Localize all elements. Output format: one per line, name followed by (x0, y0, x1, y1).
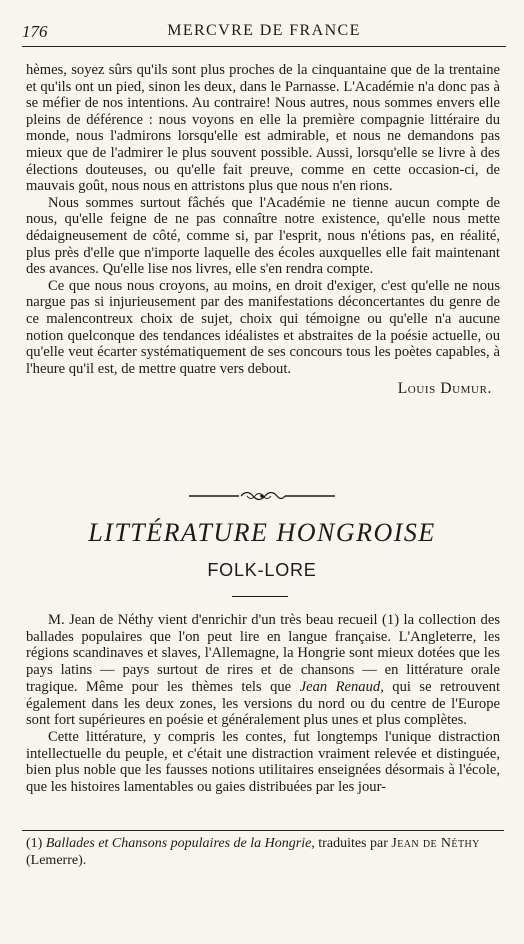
footnote-book-title: Ballades et Chansons populaires de la Hongrie (45, 836, 312, 851)
paragraph: Ce que nous nous croyons, au moins, en droit d'exiger, c'est qu'elle ne nous nargue pas si injurieusement par des manifestations déconcertantes du genre de ce malencontreux choix de sujet, choix qui témoigne ou qu'elle n'a aucune notion quelconque des tendances idéalistes et abstraites de la poésie actuelle, ou qu'elle veut écarter systématiquement de ses concours tous les poètes capables, à l'heure qu'il est, de mettre quatre vers debout. (26, 277, 500, 377)
paragraph-text: , qui se retrouvent également dans les deux zones, les versions du nord ou du centre de l'Europe sont fort supérieures en poésie et généralement plus unes et plus complètes. (26, 678, 501, 729)
footnote (26, 836, 498, 869)
page-number: 176 (22, 22, 48, 41)
ornament-divider (0, 488, 524, 502)
running-title: MERCVRE DE FRANCE (167, 22, 361, 39)
paragraph-continued: hèmes, soyez sûrs qu'ils sont plus proches de la cinquantaine que de la trentaine et qu'ils ont un pied, sinon les deux, dans le Parnasse. L'Académie n'a donc pas à se méfier de nos intentions. Au contraire! Nous autres, nous sommes envers elle pleins de déférence : nous voyons en elle la première compagnie littéraire du monde, nous l'admirons lorsqu'elle est admirable, et nous ne demandons pas mieux que de l'admirer le plus souvent possible. Aussi, lorsqu'elle se livre à des élections douteuses, ou qu'elle fait preuve, comme en cette occasion-ci, de mauvais goût, nous nous en attristons plus que nous n'en rions. (26, 62, 500, 195)
page-header (22, 22, 506, 46)
paragraph: Cette littérature, y compris les contes, fut longtemps l'unique distraction intellectuelle du peuple, et c'était une distraction vraiment relevée et distinguée, bien plus noble que les fausses notions utilitaires enseignées désormais à l'école, que les histoires lamentables ou gaies distribuées par les jour- (26, 728, 500, 796)
header-rule (22, 46, 506, 47)
title-rule (232, 596, 288, 597)
footnote-rule (22, 830, 504, 831)
footnote-text: , traduites par (311, 836, 392, 851)
article-dumur (26, 62, 500, 398)
paragraph: Nous sommes surtout fâchés que l'Académie ne tienne aucun compte de nous, qu'elle feigne de ne pas connaître notre existence, qu'elle nous mette dédaigneusement de côté, comme si, par l'esprit, nous n'étions pas, en réalité, plus près d'elle que n'importe laquelle des écoles auxquelles elle fait maintenant des avances. Qu'elle lise nos livres, elle s'en rendra compte. (26, 194, 500, 278)
footnote-publisher: (Lemerre). (26, 852, 87, 868)
footnote-author: Jean de Néthy (391, 836, 480, 851)
paragraph (26, 612, 500, 729)
author-signature: Louis Dumur. (397, 380, 492, 398)
article-folklore (26, 612, 500, 796)
footnote-marker: (1) (26, 836, 43, 851)
section-subtitle: FOLK-LORE (207, 560, 317, 580)
section-title: LITTÉRATURE HONGROISE (88, 518, 436, 547)
paragraph-text: M. Jean de Néthy vient d'enrichir d'un très beau recueil (1) la collection des ballades populaires que l'on peut lire en langue française. L'Angleterre, les régions scandinaves et slaves, l'Allemagne, la Hongrie sont mieux dotées que les pays latins — pays surtout de rires et de chansons — en littérature orale tragique. Même pour les thèmes tels que (26, 612, 500, 695)
song-title: Jean Renaud (299, 678, 381, 695)
fleuron-ornament (187, 489, 337, 503)
